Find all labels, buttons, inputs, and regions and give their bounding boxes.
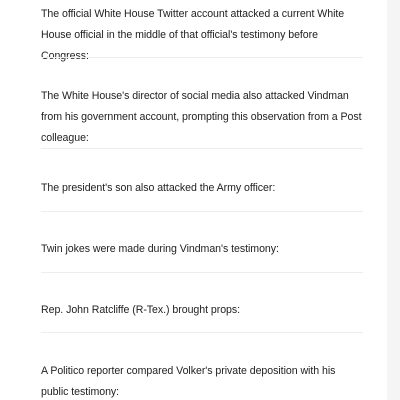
embed-divider — [41, 148, 363, 149]
paragraph-twin-jokes: Twin jokes were made during Vindman's testimony: — [41, 243, 279, 255]
embed-divider — [41, 332, 363, 333]
right-scroll-rail — [387, 0, 400, 400]
paragraph-social-media-director: The White House's director of social media also attacked Vindman from his government account, prompting this observation from a Post colleague: — [41, 90, 362, 144]
paragraph-politico-reporter: A Politico reporter compared Volker's private deposition with his public testimony: — [41, 365, 336, 398]
embed-divider — [41, 57, 363, 58]
embed-divider — [41, 272, 363, 273]
paragraph-ratcliffe-props: Rep. John Ratcliffe (R-Tex.) brought props: — [41, 304, 241, 316]
paragraph-presidents-son: The president's son also attacked the Army officer: — [41, 182, 276, 194]
paragraph-white-house-twitter: The official White House Twitter account attacked a current White House official in the middle of that official's testimony before Congress: — [41, 8, 345, 62]
embed-divider — [41, 211, 363, 212]
